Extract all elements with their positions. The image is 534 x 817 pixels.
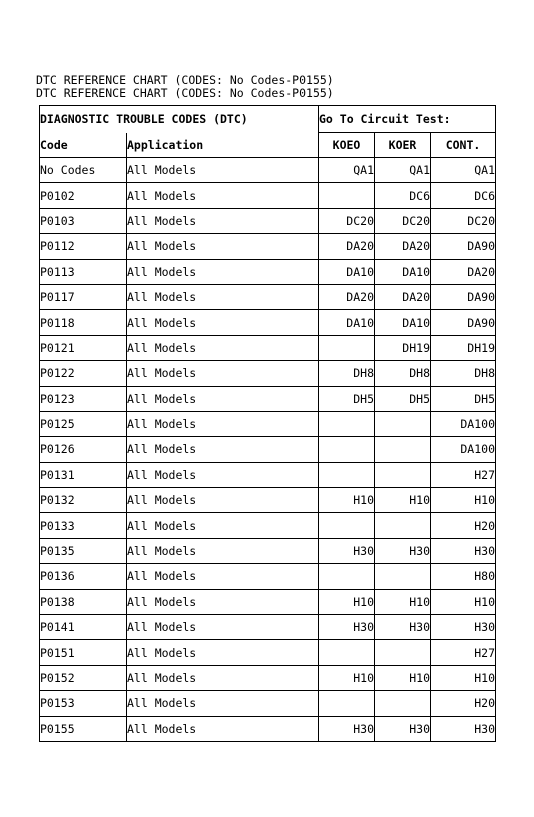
cell-code: P0121	[40, 335, 127, 360]
cell-cont: DH19	[431, 335, 496, 360]
cell-application: All Models	[127, 208, 319, 233]
table-row	[40, 259, 496, 284]
cell-koeo: H30	[319, 615, 375, 640]
cell-koer: DH19	[375, 335, 431, 360]
cell-cont: DA100	[431, 437, 496, 462]
cell-koeo	[319, 564, 375, 589]
cell-koer	[375, 411, 431, 436]
cell-koeo	[319, 513, 375, 538]
table-title: DIAGNOSTIC TROUBLE CODES (DTC)	[40, 106, 319, 133]
cell-koeo: DH5	[319, 386, 375, 411]
cell-code: P0131	[40, 462, 127, 487]
cell-koeo: DA20	[319, 284, 375, 309]
cell-code: P0136	[40, 564, 127, 589]
table-row	[40, 284, 496, 309]
table-row	[40, 538, 496, 563]
cell-koer: DA20	[375, 284, 431, 309]
table-row	[40, 488, 496, 513]
cell-cont: DA90	[431, 234, 496, 259]
cell-cont: DH5	[431, 386, 496, 411]
table-row	[40, 386, 496, 411]
table-row	[40, 208, 496, 233]
cell-code: P0113	[40, 259, 127, 284]
cell-cont: QA1	[431, 158, 496, 183]
cell-koer: DH8	[375, 361, 431, 386]
table-row	[40, 691, 496, 716]
cell-cont: H80	[431, 564, 496, 589]
cell-application: All Models	[127, 716, 319, 741]
cell-koer: H10	[375, 665, 431, 690]
column-header-application: Application	[127, 133, 319, 158]
cell-code: P0125	[40, 411, 127, 436]
cell-code: P0141	[40, 615, 127, 640]
cell-koer	[375, 640, 431, 665]
cell-code: P0153	[40, 691, 127, 716]
table-row	[40, 513, 496, 538]
cell-koer: DC6	[375, 183, 431, 208]
cell-code: P0133	[40, 513, 127, 538]
cell-koer: H30	[375, 538, 431, 563]
cell-application: All Models	[127, 310, 319, 335]
cell-koeo: H10	[319, 589, 375, 614]
table-row	[40, 310, 496, 335]
cell-cont: DA100	[431, 411, 496, 436]
cell-koeo: DA10	[319, 310, 375, 335]
cell-cont: DA90	[431, 310, 496, 335]
cell-koer	[375, 691, 431, 716]
cell-code: P0138	[40, 589, 127, 614]
cell-application: All Models	[127, 691, 319, 716]
cell-koer	[375, 437, 431, 462]
dtc-table	[39, 105, 496, 742]
table-row	[40, 335, 496, 360]
cell-code: No Codes	[40, 158, 127, 183]
cell-koeo: H10	[319, 488, 375, 513]
cell-application: All Models	[127, 183, 319, 208]
cell-cont: H10	[431, 488, 496, 513]
cell-koer: QA1	[375, 158, 431, 183]
cell-koeo: H30	[319, 538, 375, 563]
chart-heading-repeat: DTC REFERENCE CHART (CODES: No Codes-P0155)	[36, 86, 334, 100]
table-row	[40, 462, 496, 487]
cell-koer: DA20	[375, 234, 431, 259]
cell-koeo	[319, 335, 375, 360]
cell-application: All Models	[127, 411, 319, 436]
cell-koer: H30	[375, 615, 431, 640]
table-row	[40, 234, 496, 259]
cell-application: All Models	[127, 234, 319, 259]
cell-koer: H30	[375, 716, 431, 741]
cell-application: All Models	[127, 538, 319, 563]
cell-code: P0152	[40, 665, 127, 690]
table-row	[40, 716, 496, 741]
cell-application: All Models	[127, 513, 319, 538]
column-header-code: Code	[40, 133, 127, 158]
cell-application: All Models	[127, 386, 319, 411]
cell-code: P0122	[40, 361, 127, 386]
cell-koeo: DA20	[319, 234, 375, 259]
cell-code: P0135	[40, 538, 127, 563]
cell-koeo	[319, 640, 375, 665]
cell-koeo	[319, 183, 375, 208]
table-body	[40, 158, 496, 742]
cell-application: All Models	[127, 437, 319, 462]
cell-code: P0132	[40, 488, 127, 513]
cell-code: P0118	[40, 310, 127, 335]
table-row	[40, 158, 496, 183]
cell-code: P0155	[40, 716, 127, 741]
cell-koeo: H10	[319, 665, 375, 690]
cell-code: P0103	[40, 208, 127, 233]
cell-koeo: H30	[319, 716, 375, 741]
cell-code: P0151	[40, 640, 127, 665]
circuit-test-header: Go To Circuit Test:	[319, 106, 496, 133]
cell-code: P0102	[40, 183, 127, 208]
cell-koeo: DA10	[319, 259, 375, 284]
cell-koer	[375, 513, 431, 538]
cell-application: All Models	[127, 335, 319, 360]
cell-koer: DH5	[375, 386, 431, 411]
table-row	[40, 615, 496, 640]
column-header-koer: KOER	[375, 133, 431, 158]
cell-cont: DA20	[431, 259, 496, 284]
cell-koeo	[319, 691, 375, 716]
table-row	[40, 361, 496, 386]
table-row	[40, 589, 496, 614]
cell-cont: H10	[431, 665, 496, 690]
cell-cont: H30	[431, 538, 496, 563]
cell-cont: DC20	[431, 208, 496, 233]
cell-koeo	[319, 437, 375, 462]
cell-koeo	[319, 411, 375, 436]
cell-koer: H10	[375, 488, 431, 513]
column-header-cont: CONT.	[431, 133, 496, 158]
cell-code: P0117	[40, 284, 127, 309]
cell-application: All Models	[127, 462, 319, 487]
cell-cont: H10	[431, 589, 496, 614]
cell-application: All Models	[127, 665, 319, 690]
table-row	[40, 437, 496, 462]
table-row	[40, 411, 496, 436]
cell-application: All Models	[127, 284, 319, 309]
cell-koer: DC20	[375, 208, 431, 233]
cell-koer: DA10	[375, 259, 431, 284]
cell-cont: DA90	[431, 284, 496, 309]
cell-application: All Models	[127, 615, 319, 640]
cell-cont: H30	[431, 615, 496, 640]
cell-koer	[375, 564, 431, 589]
cell-cont: DC6	[431, 183, 496, 208]
cell-cont: H30	[431, 716, 496, 741]
cell-cont: H20	[431, 691, 496, 716]
column-header-row	[40, 133, 496, 158]
table-header-row	[40, 106, 496, 133]
cell-code: P0126	[40, 437, 127, 462]
cell-application: All Models	[127, 589, 319, 614]
chart-heading: DTC REFERENCE CHART (CODES: No Codes-P0155)	[36, 73, 334, 87]
cell-cont: H20	[431, 513, 496, 538]
cell-koeo: DH8	[319, 361, 375, 386]
cell-cont: H27	[431, 462, 496, 487]
cell-koer: H10	[375, 589, 431, 614]
cell-application: All Models	[127, 158, 319, 183]
cell-code: P0112	[40, 234, 127, 259]
cell-application: All Models	[127, 361, 319, 386]
table-row	[40, 665, 496, 690]
cell-koeo: QA1	[319, 158, 375, 183]
cell-application: All Models	[127, 564, 319, 589]
cell-cont: H27	[431, 640, 496, 665]
cell-koer	[375, 462, 431, 487]
column-header-koeo: KOEO	[319, 133, 375, 158]
table-row	[40, 183, 496, 208]
table-row	[40, 640, 496, 665]
cell-koeo: DC20	[319, 208, 375, 233]
table-row	[40, 564, 496, 589]
cell-application: All Models	[127, 259, 319, 284]
cell-koeo	[319, 462, 375, 487]
cell-application: All Models	[127, 640, 319, 665]
cell-koer: DA10	[375, 310, 431, 335]
cell-cont: DH8	[431, 361, 496, 386]
cell-code: P0123	[40, 386, 127, 411]
cell-application: All Models	[127, 488, 319, 513]
